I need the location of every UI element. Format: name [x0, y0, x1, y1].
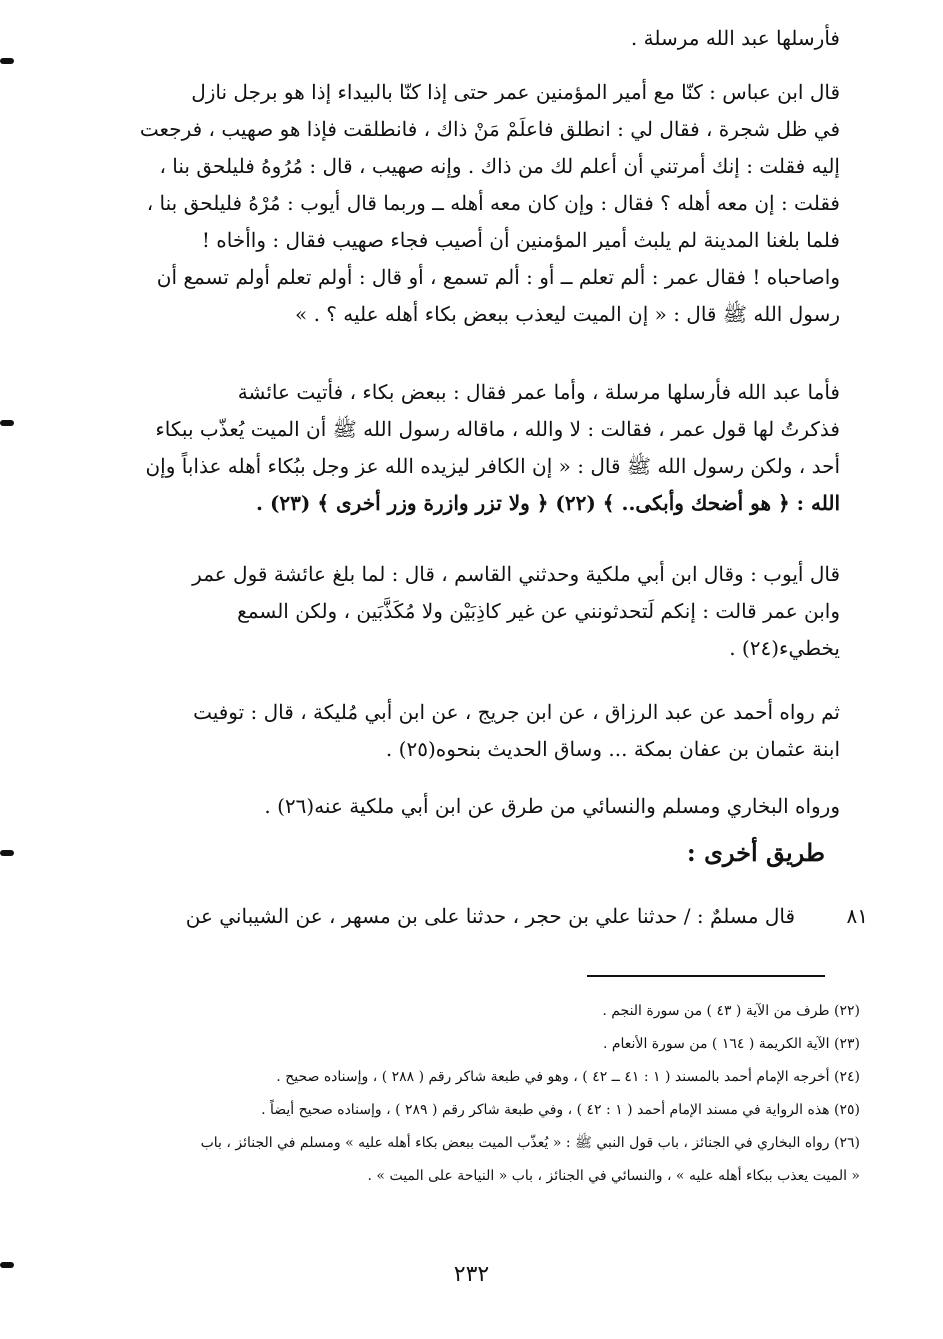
text-line: في ظل شجرة ، فقال لي : انطلق فاعلَمْ مَنْ ذاك ، فانطلقت فإذا هو صهيب ، فرجعت: [139, 117, 840, 141]
footnote: (٢٤) أخرجه الإمام أحمد بالمسند ( ١ : ٤١ ــ ٤٢ ) ، وهو في طبعة شاكر رقم ( ٢٨٨ ) ، وإسناده صحيح .: [276, 1069, 860, 1085]
paragraph-3: [70, 374, 840, 522]
footnote: (٢٦) رواه البخاري في الجنائز ، باب قول النبي ﷺ : « يُعذّب الميت ببعض بكاء أهله عليه » ومسلم في الجنائز ، باب: [200, 1135, 860, 1151]
paragraph-2: [70, 74, 840, 333]
footnote: (٢٢) طرف من الآية ( ٤٣ ) من سورة النجم .: [602, 1003, 860, 1019]
scan-mark: [0, 1262, 14, 1268]
paragraph-4: [70, 556, 840, 667]
text-line: قال ابن عباس : كنّا مع أمير المؤمنين عمر حتى إذا كنّا بالبيداء إذا هو برجل نازل: [191, 80, 840, 104]
text-line: أحد ، ولكن رسول الله ﷺ قال : « إن الكافر ليزيده الله عز وجل ببُكاء أهله عذاباً وإن: [145, 454, 840, 478]
text-line: رسول الله ﷺ قال : « إن الميت ليعذب ببعض بكاء أهله عليه ؟ . »: [294, 302, 840, 326]
hadith-number: ٨١: [846, 904, 868, 928]
text-line: فذكرتُ لها قول عمر ، فقالت : لا والله ، ماقاله رسول الله ﷺ أن الميت يُعذّب ببكاء: [155, 417, 840, 441]
page-number: ٢٣٢: [453, 1262, 490, 1287]
text-line: فأما عبد الله فأرسلها مرسلة ، وأما عمر فقال : ببعض بكاء ، فأتيت عائشة: [237, 380, 840, 404]
paragraph-5: [70, 694, 840, 768]
text-line: يخطيء(٢٤) .: [729, 636, 840, 660]
numbered-paragraph: قال مسلمٌ : / حدثنا علي بن حجر ، حدثنا على بن مسهر ، عن الشيباني عن: [185, 904, 795, 928]
paragraph-6: [70, 788, 840, 825]
text-line: قال أيوب : وقال ابن أبي ملكية وحدثني القاسم ، قال : لما بلغ عائشة قول عمر: [192, 562, 840, 586]
text-line: فلما بلغنا المدينة لم يلبث أمير المؤمنين أن أصيب فجاء صهيب فقال : واأخاه !: [201, 228, 840, 252]
footnote: (٢٥) هذه الرواية في مسند الإمام أحمد ( ١ : ٤٢ ) ، وفي طبعة شاكر رقم ( ٢٨٩ ) ، وإسناده صحيح أيضاً .: [261, 1102, 860, 1118]
section-heading: طريق أخرى :: [686, 838, 825, 867]
footnotes: [70, 995, 860, 1193]
text-line: واصاحباه ! فقال عمر : ألم تعلم ــ أو : ألم تسمع ، أو قال : أولم تعلم أولم تسمع أن: [156, 265, 840, 289]
footnote: (٢٣) الآية الكريمة ( ١٦٤ ) من سورة الأنعام .: [602, 1036, 860, 1052]
text-line: فأرسلها عبد الله مرسلة .: [630, 26, 840, 50]
scan-mark: [0, 58, 14, 64]
text-line: ورواه البخاري ومسلم والنسائي من طرق عن ابن أبي ملكية عنه(٢٦) .: [264, 794, 840, 818]
footnote-continuation: « الميت يعذب ببكاء أهله عليه » ، والنسائي في الجنائز ، باب « النياحة على الميت » .: [367, 1168, 860, 1184]
scan-mark: [0, 420, 14, 426]
paragraph-1: [70, 20, 840, 57]
text-line: إليه فقلت : إنك أمرتني أن أعلم لك من ذاك . وإنه صهيب ، قال : مُرُوهُ فليلحق بنا ،: [159, 154, 840, 178]
text-line: ثم رواه أحمد عن عبد الرزاق ، عن ابن جريج ، عن ابن أبي مُليكة ، قال : توفيت: [193, 700, 840, 724]
footnote-divider: [587, 975, 825, 977]
text-line: فقلت : إن معه أهله ؟ فقال : وإن كان معه أهله ــ وربما قال أيوب : مُرْهُ فليلحق بنا ،: [146, 191, 840, 215]
text-line: الله : ﴿ هو أضحك وأبكى.. ﴾ (٢٢) ﴿ ولا تزر وازرة وزر أخرى ﴾ (٢٣) .: [256, 491, 840, 515]
text-line: ابنة عثمان بن عفان بمكة ... وساق الحديث بنحوه(٢٥) .: [385, 737, 840, 761]
scan-mark: [0, 850, 14, 856]
text-line: وابن عمر قالت : إنكم لَتحدثونني عن غير كاذِبَيْن ولا مُكَذَّبَين ، ولكن السمع: [237, 599, 840, 623]
